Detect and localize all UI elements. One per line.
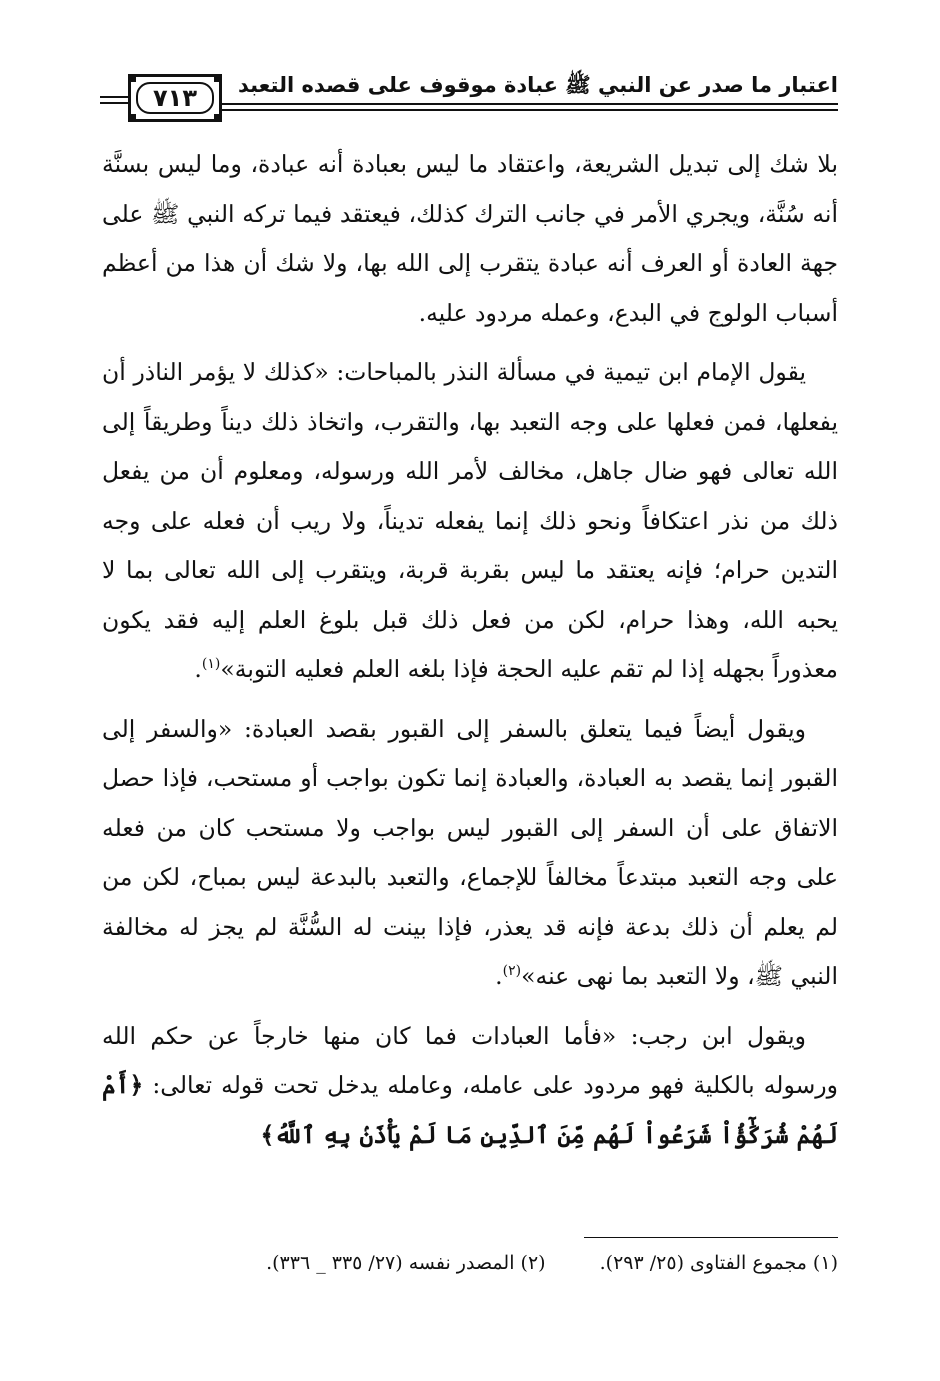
header-rule-top (222, 103, 838, 105)
paragraph-2-text: يقول الإمام ابن تيمية في مسألة النذر بالمباحات: «كذلك لا يؤمر الناذر أن يفعلها، فمن فعلها على وجه التعبد بها، والتقرب، واتخاذ ذلك ديناً وطريقاً إلى الله تعالى فهو ضال جاهل، مخالف لأمر الله ورسوله، ومعلوم أن من يفعل ذلك من نذر اعتكافاً ونحو ذلك إنما يفعله تديناً، ولا ريب أن فعله على وجه التدين حرام؛ فإنه يعتقد ما ليس بقربة قربة، ويتقرب إلى الله تعالى بما لا يحبه الله، وهذا حرام، لكن من فعل ذلك قبل بلوغ العلم إليه فقد يكون معذوراً بجهله إذا لم تقم عليه الحجة فإذا بلغه العلم فعليه التوبة» (102, 358, 838, 683)
footnote-separator (584, 1237, 838, 1238)
footnote-2: (٢) المصدر نفسه (٢٧/ ٣٣٥ _ ٣٣٦). (266, 1252, 546, 1274)
page-number-frame (128, 74, 222, 122)
footnote-ref-2: (٢) (502, 963, 522, 980)
page-number: ٧١٣ (153, 84, 197, 112)
main-text (102, 140, 838, 1160)
paragraph-3-text: ويقول أيضاً فيما يتعلق بالسفر إلى القبور بقصد العبادة: «والسفر إلى القبور إنما يقصد به العبادة، والعبادة إنما تكون بواجب أو مستحب، فإذا حصل الاتفاق على أن السفر إلى القبور ليس بواجب ولا مستحب كان من فعله على وجه التعبد مبتدعاً مخالفاً للإجماع، والتعبد بالبدعة ليس بمباح، لكن من لم يعلم أن ذلك بدعة فإنه قد يعذر، فإذا بينت له السُّنَّة لم يجز له مخالفة النبي ﷺ، ولا التعبد بما نهى عنه» (102, 714, 838, 990)
paragraph-1: بلا شك إلى تبديل الشريعة، واعتقاد ما ليس بعبادة أنه عبادة، وما ليس بسنَّة أنه سُنَّة، ويجري الأمر في جانب الترك كذلك، فيعتقد فيما تركه النبي ﷺ على جهة العادة أو العرف أنه عبادة يتقرب إلى الله بها، ولا شك أن هذا من أعظم أسباب الولوج في البدع، وعمله مردود عليه. (102, 150, 838, 327)
paragraph-4-text: ويقول ابن رجب: «فأما العبادات فما كان منها خارجاً عن حكم الله ورسوله بالكلية فهو مردود على عامله، وعامله يدخل تحت قوله تعالى: (102, 1021, 838, 1099)
running-title: اعتبار ما صدر عن النبي ﷺ عبادة موقوف على قصده التعبد (237, 73, 838, 97)
header-rule-left-top (100, 96, 128, 98)
paragraph-4 (102, 1012, 838, 1161)
paragraph-2 (102, 348, 838, 695)
footnotes (102, 1248, 838, 1278)
paragraph-2-end: . (194, 655, 202, 683)
paragraph-3 (102, 705, 838, 1002)
header-rule-left-bottom (100, 102, 128, 104)
header-rule-bottom (222, 109, 838, 111)
paragraph-3-end: . (495, 962, 503, 990)
quran-verse: ﴿أَمْ لَهُمْ شُرَكَٰٓؤُاْ شَرَعُواْ لَهُم مِّنَ ٱلدِّينِ مَا لَمْ يَأْذَنۢ بِهِ ٱللَّهُ﴾ (102, 1071, 838, 1149)
footnote-ref-1: (١) (201, 656, 221, 673)
footnote-1: (١) مجموع الفتاوى (٢٥/ ٢٩٣). (599, 1252, 838, 1274)
